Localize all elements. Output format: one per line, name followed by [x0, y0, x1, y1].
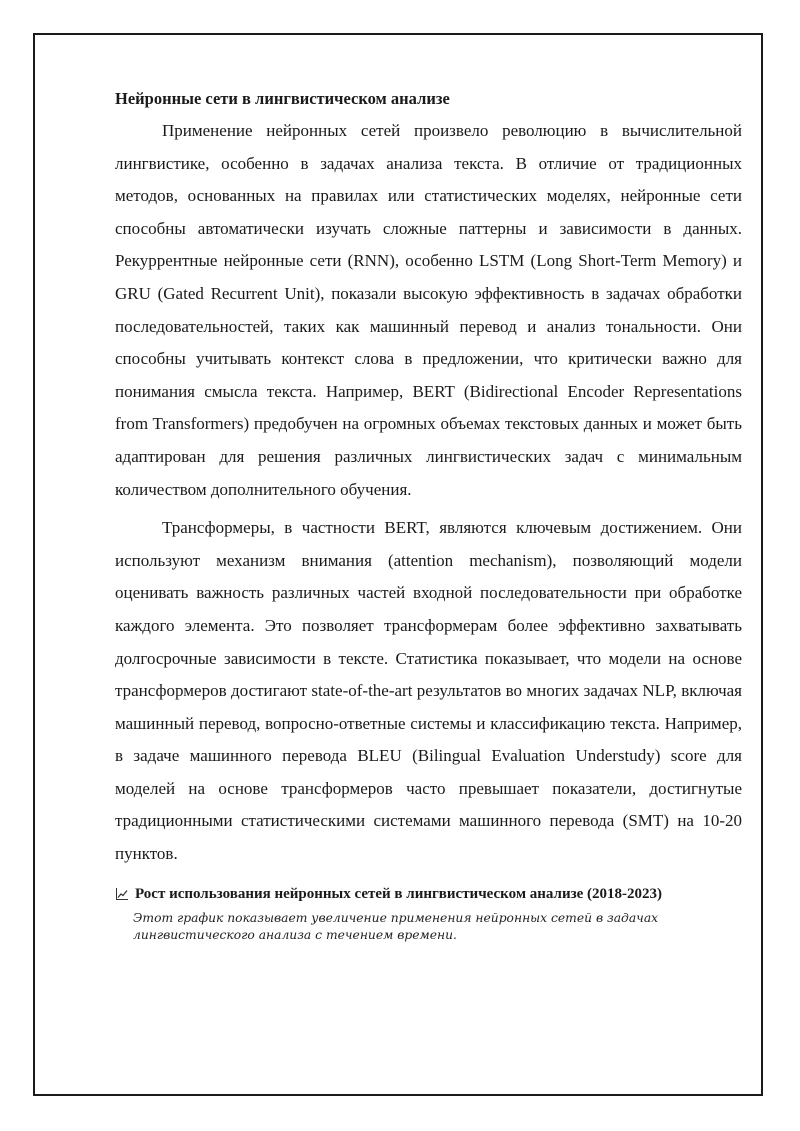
section-heading: Нейронные сети в лингвистическом анализе [115, 89, 450, 108]
figure-title-text: Рост использования нейронных сетей в лингвистическом анализе (2018-2023) [135, 885, 663, 902]
document-body [115, 85, 742, 944]
chart-increasing-icon [115, 887, 129, 901]
figure-title [115, 883, 742, 905]
figure-caption: Этот график показывает увеличение применения нейронных сетей в задачах лингвистического анализа с течением времени. [133, 910, 659, 942]
paragraph-2: Трансформеры, в частности BERT, являются ключевым достижением. Они используют механизм внимания (attention mechanism), позволяющий модели оценивать важность различных частей входной последовательности при обработке каждого элемента. Это позволяет трансформерам более эффективно захватывать долгосрочные зависимости в тексте. Статистика показывает, что модели на основе трансформеров достигают state-of-the-art результатов во многих задачах NLP, включая машинный перевод, вопросно-ответные системы и классификацию текста. Например, в задаче машинного перевода BLEU (Bilingual Evaluation Understudy) score для моделей на основе трансформеров часто превышает показатели, достигнутые традиционными статистическими системами машинного перевода (SMT) на 10-20 пунктов. [115, 518, 742, 864]
paragraph-1: Применение нейронных сетей произвело революцию в вычислительной лингвистике, особенно в задачах анализа текста. В отличие от традиционных методов, основанных на правилах или статистических моделях, нейронные сети способны автоматически изучать сложные паттерны и зависимости в данных. Рекуррентные нейронные сети (RNN), особенно LSTM (Long Short-Term Memory) и GRU (Gated Recurrent Unit), показали высокую эффективность в задачах обработки последовательностей, таких как машинный перевод и анализ тональности. Они способны учитывать контекст слова в предложении, что критически важно для понимания смысла текста. Например, BERT (Bidirectional Encoder Representations from Transformers) предобучен на огромных объемах текстовых данных и может быть адаптирован для решения различных лингвистических задач с минимальным количеством дополнительного обучения. [115, 121, 742, 499]
